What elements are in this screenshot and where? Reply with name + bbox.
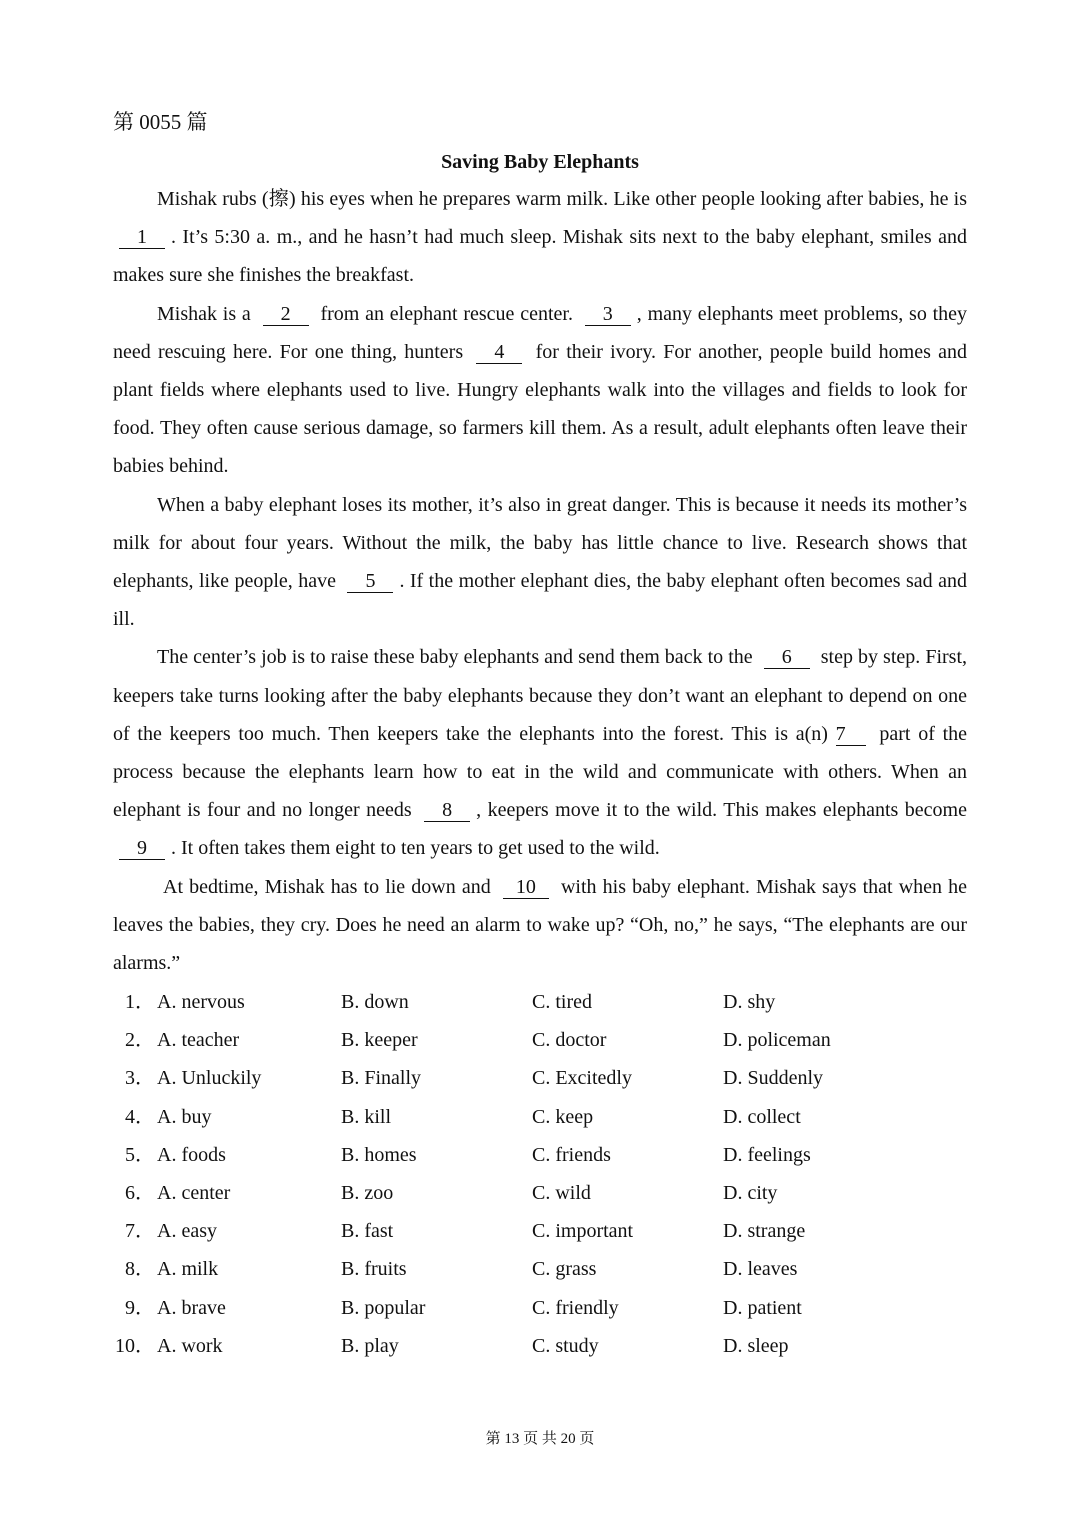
question-row [113, 1289, 973, 1327]
option-b: B. zoo [341, 1181, 394, 1204]
option-b: B. play [341, 1334, 399, 1357]
option-a: A. Unluckily [157, 1067, 262, 1090]
question-row [113, 1059, 973, 1097]
option-a: A. brave [157, 1296, 226, 1319]
paragraph-text: , many elephants meet problems, so they need rescuing here. For one thing, hunters [113, 302, 968, 363]
paragraph-text: for their ivory. For another, people build homes and plant fields where elephants used to live. Hungry elephants walk into the villages and fields to look for food. They often cause serious damage, so farmers kill them. As a result, adult elephants often leave their babies behind. [113, 340, 968, 478]
blank-3: 3 [585, 303, 631, 326]
paragraph-text: When a baby elephant loses its mother, it’s also in great danger. This is because it needs its mother’s milk for about four years. Without the milk, the baby has little chance to live. Research shows that elephants, like people, have [113, 493, 967, 593]
question-row [113, 1021, 973, 1059]
option-b: B. fruits [341, 1258, 407, 1281]
question-row [113, 1327, 973, 1365]
option-d: D. feelings [723, 1143, 811, 1166]
question-row [113, 1098, 973, 1136]
question-number: 7． [125, 1220, 155, 1243]
page-footer: 第 13 页 共 20 页 [485, 1431, 595, 1447]
question-options [113, 983, 973, 1365]
blank-6: 6 [764, 646, 810, 669]
paragraph-text: The center’s job is to raise these baby elephants and send them back to the [157, 646, 753, 669]
option-a: A. work [157, 1334, 223, 1357]
question-number: 1． [125, 991, 155, 1013]
question-number: 8． [125, 1258, 155, 1281]
option-c: C. Excitedly [532, 1067, 632, 1090]
option-d: D. strange [723, 1220, 806, 1243]
option-c: C. study [532, 1334, 599, 1357]
option-d: D. shy [723, 991, 776, 1013]
option-d: D. city [723, 1181, 778, 1204]
paragraph-text: part of the process because the elephants learn how to eat in the wild and communicate with others. When an elephant is four and no longer needs [113, 722, 968, 822]
option-d: D. collect [723, 1105, 801, 1128]
option-a: A. buy [157, 1105, 212, 1128]
blank-7: 7 [836, 723, 866, 746]
paragraph-text: . It often takes them eight to ten years to get used to the wild. [171, 837, 660, 860]
option-d: D. policeman [723, 1029, 831, 1052]
option-d: D. patient [723, 1296, 802, 1319]
option-c: C. friendly [532, 1296, 619, 1319]
option-c: C. grass [532, 1258, 597, 1281]
paragraph-text: . It’s 5:30 a. m., and he hasn’t had much sleep. Mishak sits next to the baby elephant, smiles and makes sure she finishes the breakfast. [113, 226, 967, 287]
option-c: C. important [532, 1220, 634, 1243]
section-label: 第 0055 篇 [113, 110, 208, 134]
article-body [113, 180, 967, 982]
paragraph-text: step by step. First, keepers take turns looking after the baby elephants because they don’t want an elephant to depend on one of the keepers too much. Then keepers take the elephants into the forest. This is a(n) [113, 646, 968, 745]
option-a: A. center [157, 1181, 231, 1204]
question-number: 5． [125, 1143, 155, 1166]
paragraph-5 [113, 868, 967, 983]
question-number: 9． [125, 1296, 155, 1319]
paragraph-text: Mishak is a [157, 302, 251, 325]
option-c: C. tired [532, 991, 592, 1013]
question-number: 4． [125, 1105, 155, 1128]
question-number: 2． [125, 1029, 155, 1052]
question-number: 3． [125, 1067, 155, 1090]
article-title [0, 148, 1080, 176]
question-row [113, 1250, 973, 1288]
option-d: D. Suddenly [723, 1067, 823, 1090]
question-number: 10． [115, 1334, 155, 1357]
blank-8: 8 [424, 799, 470, 822]
option-c: C. wild [532, 1181, 591, 1204]
paragraph-3 [113, 486, 967, 639]
paragraph-2 [113, 295, 967, 486]
option-b: B. kill [341, 1105, 392, 1128]
option-a: A. milk [157, 1258, 219, 1281]
option-d: D. sleep [723, 1334, 789, 1357]
question-row [113, 1136, 973, 1174]
blank-4: 4 [476, 341, 522, 364]
paragraph-4 [113, 638, 967, 867]
option-a: A. foods [157, 1143, 226, 1166]
question-row [113, 983, 973, 1021]
option-a: A. nervous [157, 991, 245, 1013]
option-c: C. doctor [532, 1029, 607, 1052]
option-c: C. keep [532, 1105, 594, 1128]
blank-2: 2 [263, 303, 309, 326]
blank-1: 1 [119, 226, 165, 249]
option-b: B. Finally [341, 1067, 422, 1090]
paragraph-text: At bedtime, Mishak has to lie down and [163, 875, 491, 898]
blank-10: 10 [503, 876, 549, 899]
option-b: B. keeper [341, 1029, 418, 1052]
paragraph-text: , keepers move it to the wild. This makes elephants become [476, 799, 967, 822]
option-b: B. popular [341, 1296, 426, 1319]
option-d: D. leaves [723, 1258, 798, 1281]
option-c: C. friends [532, 1143, 611, 1166]
question-row [113, 1212, 973, 1250]
question-row [113, 1174, 973, 1212]
blank-5: 5 [347, 570, 393, 593]
blank-9: 9 [119, 837, 165, 860]
question-number: 6． [125, 1181, 155, 1204]
option-a: A. easy [157, 1220, 217, 1243]
paragraph-text: Mishak rubs (擦) his eyes when he prepares warm milk. Like other people looking after babies, he is [157, 188, 967, 210]
option-a: A. teacher [157, 1029, 240, 1052]
article-title-text: Saving Baby Elephants [441, 151, 639, 173]
option-b: B. down [341, 991, 409, 1013]
option-b: B. homes [341, 1143, 417, 1166]
paragraph-text: . If the mother elephant dies, the baby elephant often becomes sad and ill. [113, 570, 967, 631]
paragraph-text: with his baby elephant. Mishak says that when he leaves the babies, they cry. Does he need an alarm to wake up? “Oh, no,” he says, “The elephants are our alarms.” [113, 875, 968, 975]
option-b: B. fast [341, 1220, 394, 1243]
paragraph-1 [113, 180, 967, 295]
paragraph-text: from an elephant rescue center. [320, 302, 573, 325]
